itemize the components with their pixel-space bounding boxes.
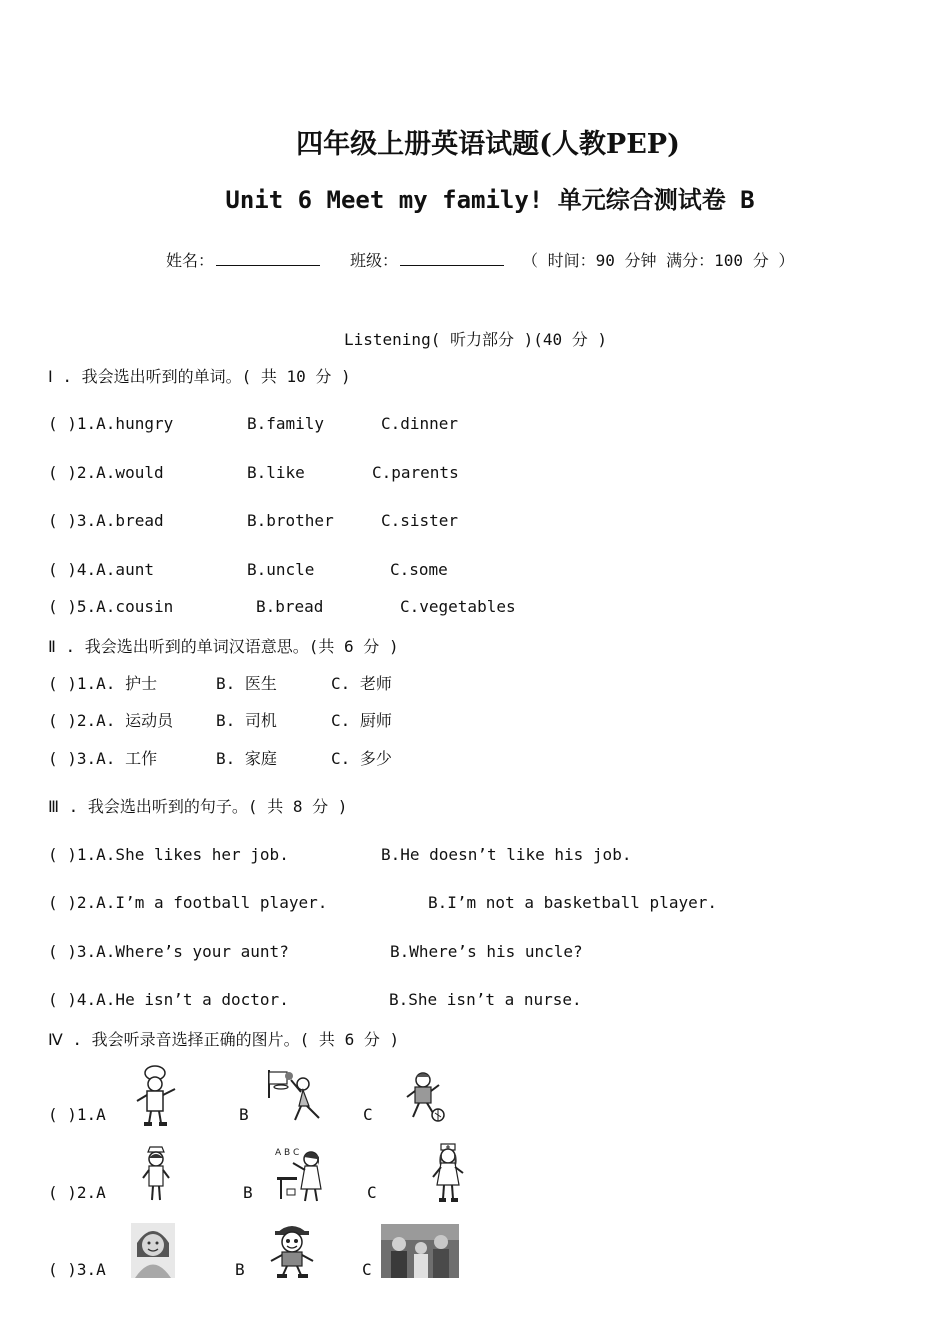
page-subtitle: Unit 6 Meet my family! 单元综合测试卷 B	[225, 186, 755, 214]
class-blank[interactable]	[400, 251, 504, 266]
question-stem: ( )5.A.cousin	[48, 597, 174, 616]
option-c: C.dinner	[381, 414, 459, 433]
chef-picture[interactable]	[133, 1065, 179, 1127]
question-stem: ( )1.A	[48, 1105, 106, 1124]
boy-cartoon-picture[interactable]	[267, 1221, 317, 1279]
section-2-title: Ⅱ . 我会选出听到的单词汉语意思。(共 6 分 )	[48, 637, 399, 656]
question-stem: ( )4.A.aunt	[48, 560, 154, 579]
section-1-title: Ⅰ . 我会选出听到的单词。( 共 10 分 )	[48, 367, 351, 386]
question-stem: ( )3.A.Where’s your aunt?	[48, 942, 289, 961]
option-b: B.I’m not a basketball player.	[428, 893, 717, 912]
option-c: C.sister	[381, 511, 459, 530]
option-b: B.family	[247, 414, 325, 433]
option-b: B.She isn’t a nurse.	[389, 990, 582, 1009]
exam-meta: （ 时间：90 分钟 满分：100 分 ）	[522, 251, 795, 270]
name-blank[interactable]	[216, 251, 320, 266]
option-c: C	[362, 1260, 372, 1279]
option-b: B. 医生	[216, 674, 277, 693]
option-c: C.vegetables	[400, 597, 516, 616]
basketball-player-picture[interactable]	[265, 1068, 325, 1126]
question-stem: ( )3.A	[48, 1260, 106, 1279]
nurse-picture[interactable]	[141, 1146, 171, 1204]
question-stem: ( )1.A.hungry	[48, 414, 174, 433]
girl-photo[interactable]	[131, 1223, 175, 1278]
question-stem: ( )2.A	[48, 1183, 106, 1202]
picture-sign-text: A B C	[275, 1148, 300, 1158]
question-stem: ( )3.A. 工作	[48, 749, 158, 768]
option-b: B. 家庭	[216, 749, 277, 768]
doctor-picture[interactable]	[429, 1143, 469, 1205]
question-stem: ( )2.A.would	[48, 463, 164, 482]
question-stem: ( )2.A.I’m a football player.	[48, 893, 328, 912]
name-field[interactable]	[166, 248, 320, 271]
option-b: B.brother	[247, 511, 334, 530]
option-c: C. 老师	[331, 674, 392, 693]
teacher-picture[interactable]	[273, 1145, 327, 1203]
option-b: B.bread	[256, 597, 324, 616]
option-b: B	[239, 1105, 249, 1124]
question-stem: ( )1.A. 护士	[48, 674, 158, 693]
class-label: 班级：	[350, 251, 399, 270]
option-c: C. 厨师	[331, 711, 392, 730]
name-label: 姓名：	[166, 251, 215, 270]
question-stem: ( )2.A. 运动员	[48, 711, 174, 730]
option-c: C. 多少	[331, 749, 392, 768]
question-stem: ( )3.A.bread	[48, 511, 164, 530]
family-photo[interactable]	[381, 1224, 459, 1278]
class-field[interactable]	[350, 248, 504, 271]
page-title: 四年级上册英语试题(人教PEP)	[296, 129, 680, 160]
option-b: B.He doesn’t like his job.	[381, 845, 632, 864]
question-stem: ( )1.A.She likes her job.	[48, 845, 289, 864]
option-b: B	[243, 1183, 253, 1202]
option-c: C	[363, 1105, 373, 1124]
football-player-picture[interactable]	[403, 1071, 447, 1123]
option-c: C.parents	[372, 463, 459, 482]
listening-header: Listening( 听力部分 )(40 分 )	[344, 330, 608, 349]
question-row	[48, 414, 173, 433]
option-b: B.like	[247, 463, 305, 482]
question-stem: ( )4.A.He isn’t a doctor.	[48, 990, 289, 1009]
section-3-title: Ⅲ . 我会选出听到的句子。( 共 8 分 )	[48, 797, 348, 816]
option-b: B	[235, 1260, 245, 1279]
option-c: C	[367, 1183, 377, 1202]
option-b: B.Where’s his uncle?	[390, 942, 583, 961]
section-4-title: Ⅳ . 我会听录音选择正确的图片。( 共 6 分 )	[48, 1030, 400, 1049]
option-c: C.some	[390, 560, 448, 579]
option-b: B.uncle	[247, 560, 315, 579]
option-b: B. 司机	[216, 711, 277, 730]
